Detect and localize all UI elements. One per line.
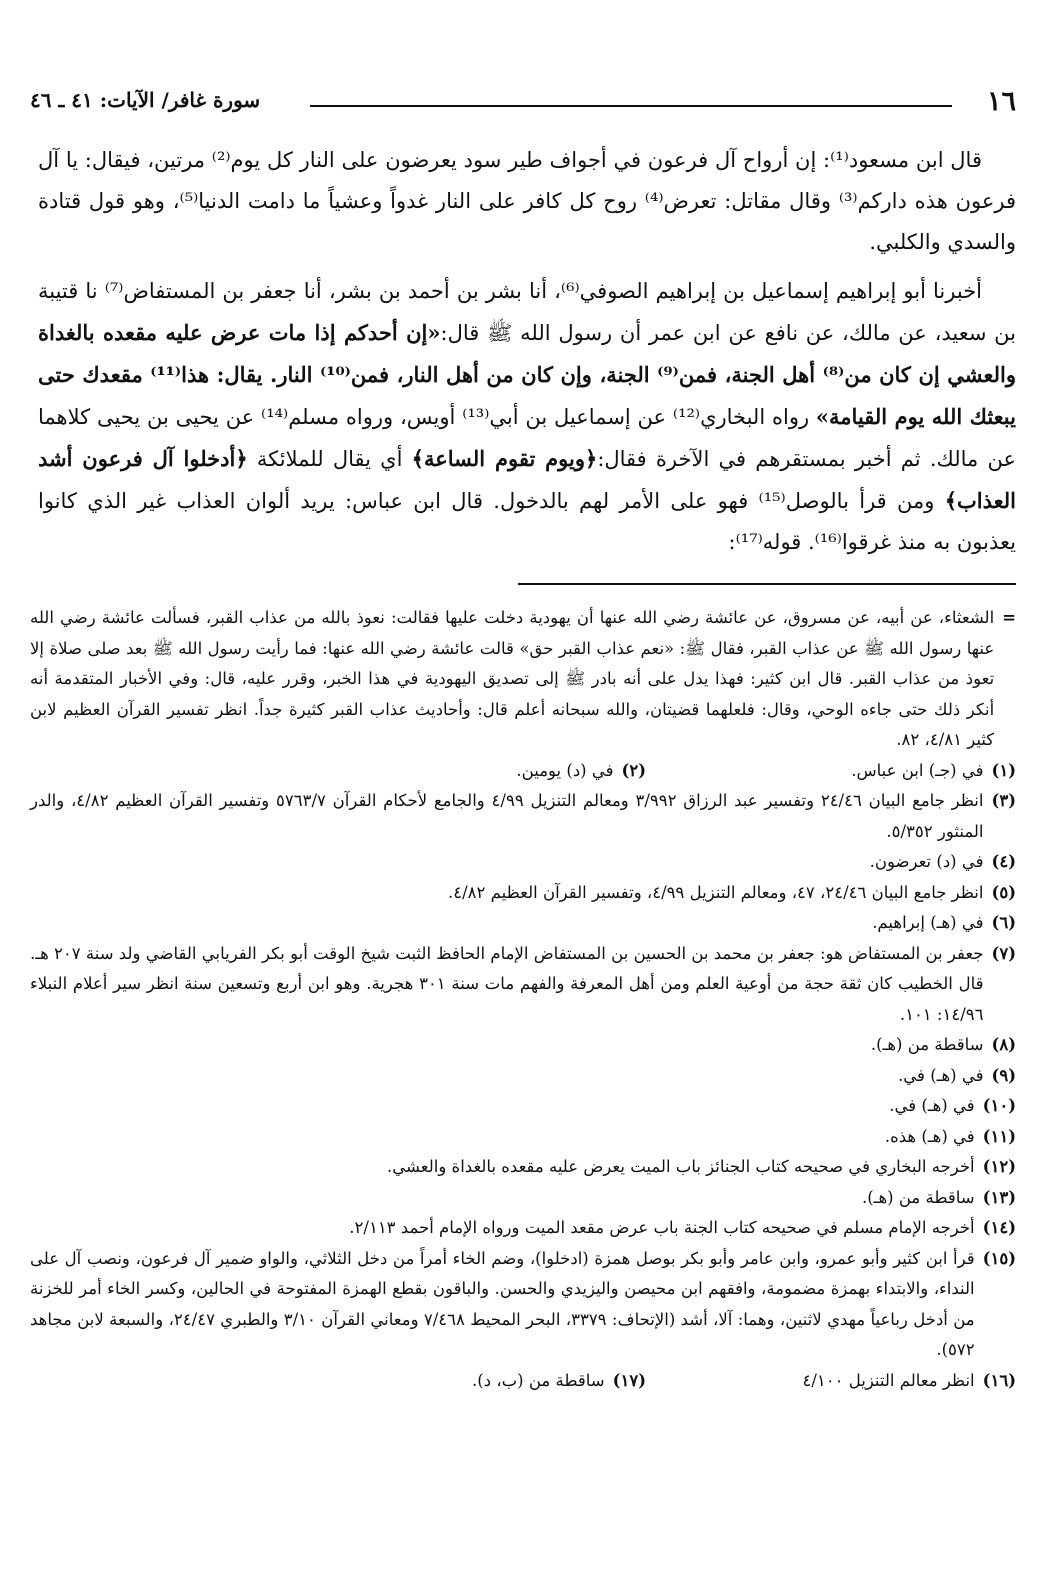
- footnote-1: [666, 756, 1016, 787]
- footnote-number: (١٧): [612, 1370, 646, 1390]
- header-rule: [310, 105, 952, 107]
- footnote-number: (١٢): [982, 1157, 1016, 1176]
- footnote-number: (١٤): [982, 1218, 1016, 1237]
- page-number: ١٦: [986, 86, 1016, 117]
- paragraph-ibn-masud: قال ابن مسعود⁽¹⁾: إن أرواح آل فرعون في أجواف طير سود يعرضون على النار كل يوم⁽²⁾ مرتين، فيقال: يا آل فرعون هذه داركم⁽³⁾ وقال مقاتل: تعرض⁽⁴⁾ روح كل كافر على النار غدواً وعشياً ما دامت الدنيا⁽⁵⁾، وهو قول قتادة والسدي والكلبي.: [38, 148, 1016, 254]
- closing-text: ومن قرأ بالوصل⁽¹⁵⁾ فهو على الأمر لهم بالدخول. قال ابن عباس: يريد ألوان العذاب غير الذي كانوا يعذبون به منذ غرقوا⁽¹⁶⁾. قوله⁽¹⁷⁾:: [38, 489, 1016, 554]
- footnote-text: في (هـ) إبراهيم.: [872, 913, 984, 932]
- footnote-7: [30, 939, 1016, 1031]
- footnote-2: [296, 756, 646, 787]
- footnote-text: في (د) يومين.: [516, 760, 614, 780]
- footnote-text: في (جـ) ابن عباس.: [851, 760, 984, 780]
- footnote-5: [30, 878, 1016, 909]
- narration-text: رواه البخاري⁽¹²⁾ عن إسماعيل بن أبي⁽¹³⁾ أويس، ورواه مسلم⁽¹⁴⁾ عن يحيى بن يحيى كلاهما عن مالك. ثم أخبر بمستقرهم في الآخرة فقال:: [38, 405, 1016, 471]
- footnote-number: (٨): [991, 1035, 1016, 1054]
- footnote-6: [30, 908, 1016, 939]
- footnote-12: [30, 1152, 1016, 1183]
- footnotes: [30, 603, 1016, 1396]
- footnote-text: في (هـ) هذه.: [884, 1126, 975, 1146]
- footnote-text: جعفر بن المستفاض هو: جعفر بن محمد بن الحسين بن المستفاض الإمام الحافظ الثبت شيخ الوقت أبو بكر الفريابي القاضي ولد سنة ٢٠٧ هـ. قال الخطيب كان ثقة حجة من أوعية العلم ومن أهل المعرفة والفهم مات سنة ٣٠١ هجرية. وهو ابن أربع وتسعين سنة انظر سير أعلام النبلاء ١٤/٩٦: ١٠١.: [30, 943, 984, 1024]
- footnote-16: [666, 1366, 1016, 1397]
- footnote-text: أخرجه الإمام مسلم في صحيحه كتاب الجنة باب عرض مقعد الميت ورواه الإمام أحمد ٢/١١٣.: [349, 1218, 975, 1237]
- footnote-continuation: [30, 603, 1016, 756]
- footnote-text: في (هـ) في.: [898, 1065, 984, 1085]
- footnote-text: في (هـ) في.: [889, 1096, 975, 1115]
- running-title: سورة غافر/ الآيات: ٤١ ـ ٤٦: [30, 88, 261, 112]
- footnote-number: (٥): [991, 882, 1016, 902]
- quran-quote-1: ﴿ويوم تقوم الساعة﴾: [411, 446, 598, 471]
- footnote-text: أخرجه البخاري في صحيحه كتاب الجنائز باب الميت يعرض عليه مقعده بالغداة والعشي.: [387, 1157, 975, 1176]
- footnote-10: [30, 1091, 1016, 1122]
- footnote-4: [30, 847, 1016, 878]
- footnote-number: (٩): [991, 1065, 1016, 1085]
- footnote-number: (٣): [991, 791, 1016, 810]
- footnote-3: [30, 786, 1016, 847]
- footnote-number: (٤): [991, 852, 1016, 871]
- footnote-number: (٦): [991, 913, 1016, 932]
- page-header: [30, 86, 1016, 116]
- footnote-text: ساقطة من (هـ).: [870, 1035, 984, 1054]
- paragraph-hadith: [38, 271, 1016, 563]
- connector-text: أي يقال للملائكة: [247, 447, 412, 471]
- footnote-number: (١٠): [982, 1096, 1016, 1115]
- footnote-text: ساقطة من (هـ).: [861, 1187, 975, 1207]
- footnote-text: انظر جامع البيان ٢٤/٤٦، ٤٧، ومعالم التنزيل ٤/٩٩، وتفسير القرآن العظيم ٤/٨٢.: [448, 882, 984, 902]
- continuation-mark: =: [1002, 608, 1016, 627]
- footnote-pair-1-2: [30, 756, 1016, 787]
- main-text: [38, 140, 1016, 563]
- footnote-17: [296, 1366, 646, 1397]
- footnote-text: انظر جامع البيان ٢٤/٤٦ وتفسير عبد الرزاق ٣/٩٩٢ ومعالم التنزيل ٤/٩٩ والجامع لأحكام القرآن ٥٧٦٣/٧ وتفسير القرآن العظيم ٤/٨٢، والدر المنثور ٥/٣٥٢.: [30, 791, 984, 841]
- footnote-text: في (د) تعرضون.: [869, 852, 984, 871]
- footnote-number: (٧): [991, 943, 1016, 963]
- footnote-number: (١١): [982, 1126, 1016, 1146]
- footnote-text: الشعثاء، عن أبيه، عن مسروق، عن عائشة رضي الله عنها أن يهودية دخلت عليها فقالت: نعوذ بالله من عذاب القبر، فسألت عائشة رضي الله عنها رسول الله ﷺ عن عذاب القبر، فقال ﷺ: «نعم عذاب القبر حق» قالت عائشة رضي الله عنها: فما رأيت رسول الله ﷺ بعد صلى صلاة إلا تعوذ من عذاب القبر. قال ابن كثير: فهذا يدل على أنه بادر ﷺ إلى تصديق اليهودية في هذا الخبر، وقرر عليه، قال: وفي الأخبار المتقدمة أنه أنكر ذلك حتى جاءه الوحي، وقال: فلعلهما قضيتان، والله سبحانه أعلم قال: وأحاديث عذاب القبر كثيرة جداً. انظر تفسير القرآن العظيم لابن كثير ٤/٨١، ٨٢.: [30, 608, 995, 749]
- footnote-text: ساقطة من (ب، د).: [472, 1370, 605, 1390]
- footnote-number: (٢): [621, 760, 646, 780]
- footnote-number: (١٦): [982, 1370, 1016, 1390]
- quran-quote-2: ﴿أدخلوا آل فرعون أشد العذاب﴾: [38, 446, 1016, 513]
- footnote-9: [30, 1061, 1016, 1092]
- footnote-number: (١٣): [982, 1187, 1016, 1207]
- isnad-text: أخبرنا أبو إبراهيم إسماعيل بن إبراهيم الصوفي⁽⁶⁾، أنا بشر بن أحمد بن بشر، أنا جعفر بن المستفاض⁽⁷⁾ نا قتيبة بن سعيد، عن مالك، عن نافع عن ابن عمر أن رسول الله ﷺ قال:: [38, 279, 1017, 345]
- footnote-pair-16-17: [30, 1366, 1016, 1397]
- hadith-text: «إن أحدكم إذا مات عرض عليه مقعده بالغداة والعشي إن كان من⁽⁸⁾ أهل الجنة، فمن⁽⁹⁾ الجنة، وإن كان من أهل النار، فمن⁽¹⁰⁾ النار. يقال: هذا⁽¹¹⁾ مقعدك حتى يبعثك الله يوم القيامة»: [38, 320, 1016, 429]
- footnote-text: قرأ ابن كثير وأبو عمرو، وابن عامر وأبو بكر بوصل همزة (ادخلوا)، وضم الخاء أمراً من دخل الثلاثي، والواو ضمير آل فرعون، ونصب آل على النداء، والابتداء بهمزة مضمومة، وافقهم ابن محيصن واليزيدي والحسن. والباقون بقطع الهمزة المفتوحة في الحالين، وكسر الخاء أمر للخزنة من أدخل رباعياً مهدي لاثنين، وهما: آلا، أشد (الإتحاف: ٣٣٧٩، البحر المحيط ٧/٤٦٨ ومعاني القرآن ٣/١٠ والطبري ٢٤/٤٧، والسبعة لابن مجاهد ٥٧٢).: [30, 1248, 975, 1359]
- footnote-14: [30, 1213, 1016, 1244]
- footnote-8: [30, 1030, 1016, 1061]
- footnote-number: (١٥): [982, 1248, 1016, 1268]
- footnote-number: (١): [991, 760, 1016, 780]
- footnote-13: [30, 1183, 1016, 1214]
- footnote-text: انظر معالم التنزيل ٤/١٠٠: [802, 1370, 975, 1390]
- footnote-11: [30, 1122, 1016, 1153]
- footnote-separator: [518, 583, 1016, 585]
- footnote-15: [30, 1244, 1016, 1366]
